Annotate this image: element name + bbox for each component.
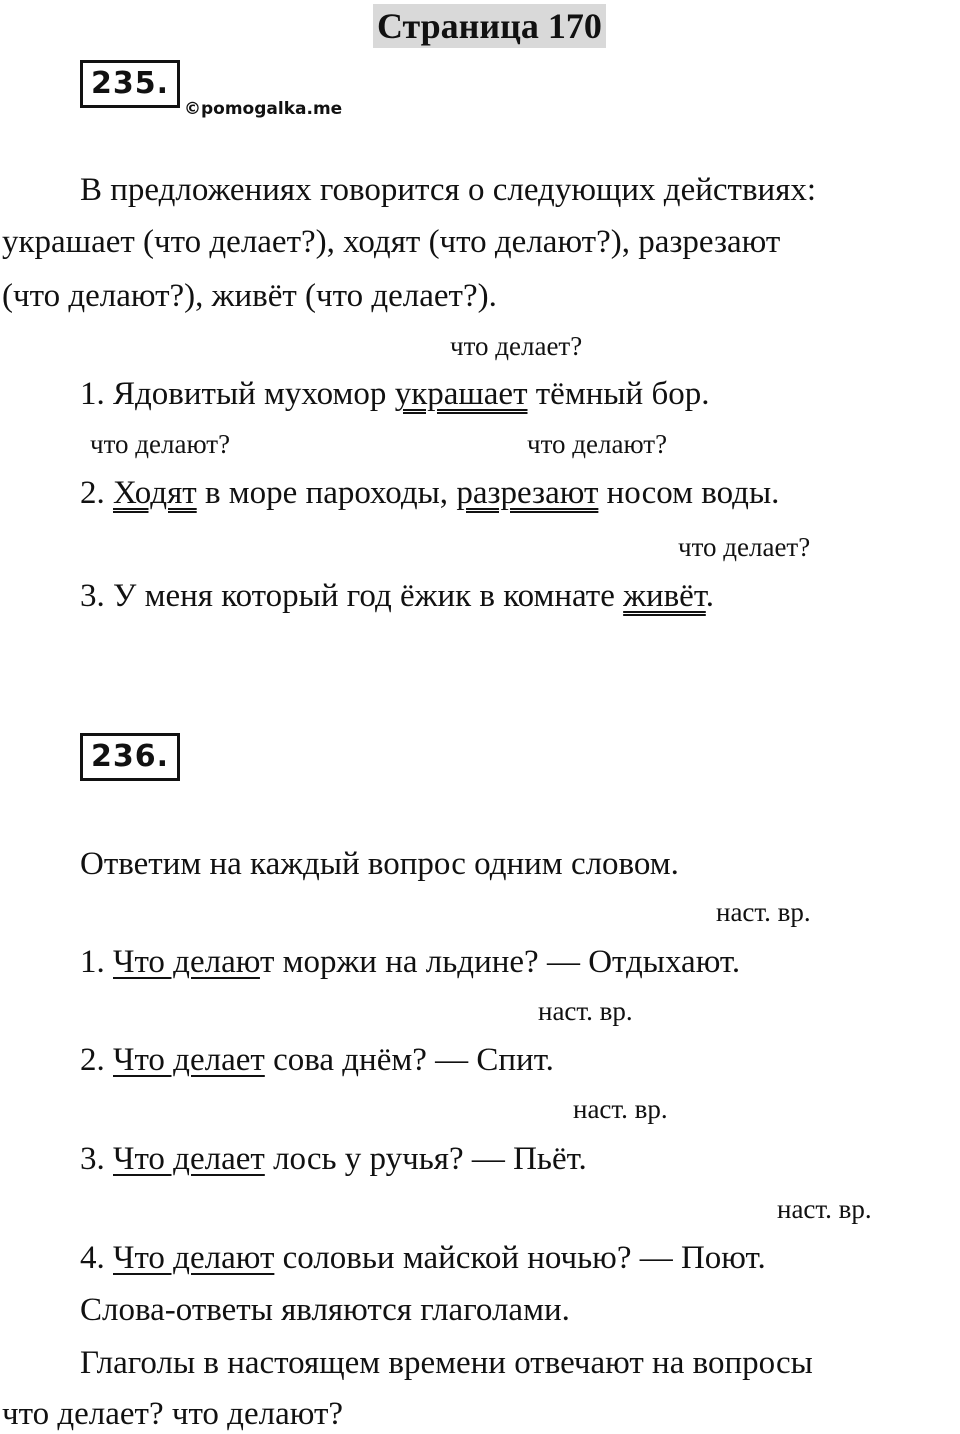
tense-note: наст. вр. (777, 1194, 872, 1224)
task235-intro-line1: В предложениях говорится о следующих действиях: (80, 172, 817, 208)
answer-line-2: 2. Что делает сова днём? — Спит. (80, 1042, 554, 1078)
predicate: Ходят (113, 475, 197, 511)
conclusion-2: Глаголы в настоящем времени отвечают на вопросы (80, 1345, 813, 1381)
predicate: разрезают (456, 475, 599, 511)
question-phrase: Что делаю (113, 944, 260, 980)
question-note: что делает? (678, 532, 811, 562)
tense-note: наст. вр. (538, 996, 633, 1026)
predicate: живёт (623, 578, 706, 614)
question-phrase: Что делают (113, 1240, 275, 1276)
conclusion-1: Слова-ответы являются глаголами. (80, 1292, 570, 1328)
question-phrase: Что делает (113, 1141, 265, 1177)
conclusion-3: что делает? что делают? (2, 1396, 344, 1432)
question-note: что делает? (450, 331, 583, 361)
task235-intro-line2: украшает (что делает?), ходят (что делают?), разрезают (2, 224, 781, 260)
page-title: Страница 170 (373, 4, 606, 48)
task-number-236: 236. (80, 733, 180, 781)
question-phrase: Что делает (113, 1042, 265, 1078)
question-note: что делают? (527, 429, 668, 459)
answer-line-3: 3. Что делает лось у ручья? — Пьёт. (80, 1141, 587, 1177)
task236-intro: Ответим на каждый вопрос одним словом. (80, 846, 679, 882)
predicate: украшает (394, 376, 528, 412)
sentence-2: 2. Ходят в море пароходы, разрезают носом воды. (80, 475, 780, 511)
question-note: что делают? (90, 429, 231, 459)
tense-note: наст. вр. (573, 1094, 668, 1124)
task235-intro-line3: (что делают?), живёт (что делает?). (2, 278, 497, 314)
answer-line-1: 1. Что делают моржи на льдине? — Отдыхают. (80, 944, 741, 980)
answer-line-4: 4. Что делают соловьи майской ночью? — Поют. (80, 1240, 766, 1276)
sentence-3: 3. У меня который год ёжик в комнате живёт. (80, 578, 715, 614)
task-number-235: 235. (80, 60, 180, 108)
sentence-1: 1. Ядовитый мухомор украшает тёмный бор. (80, 376, 710, 412)
watermark: ©pomogalka.me (184, 99, 343, 119)
tense-note: наст. вр. (716, 897, 811, 927)
